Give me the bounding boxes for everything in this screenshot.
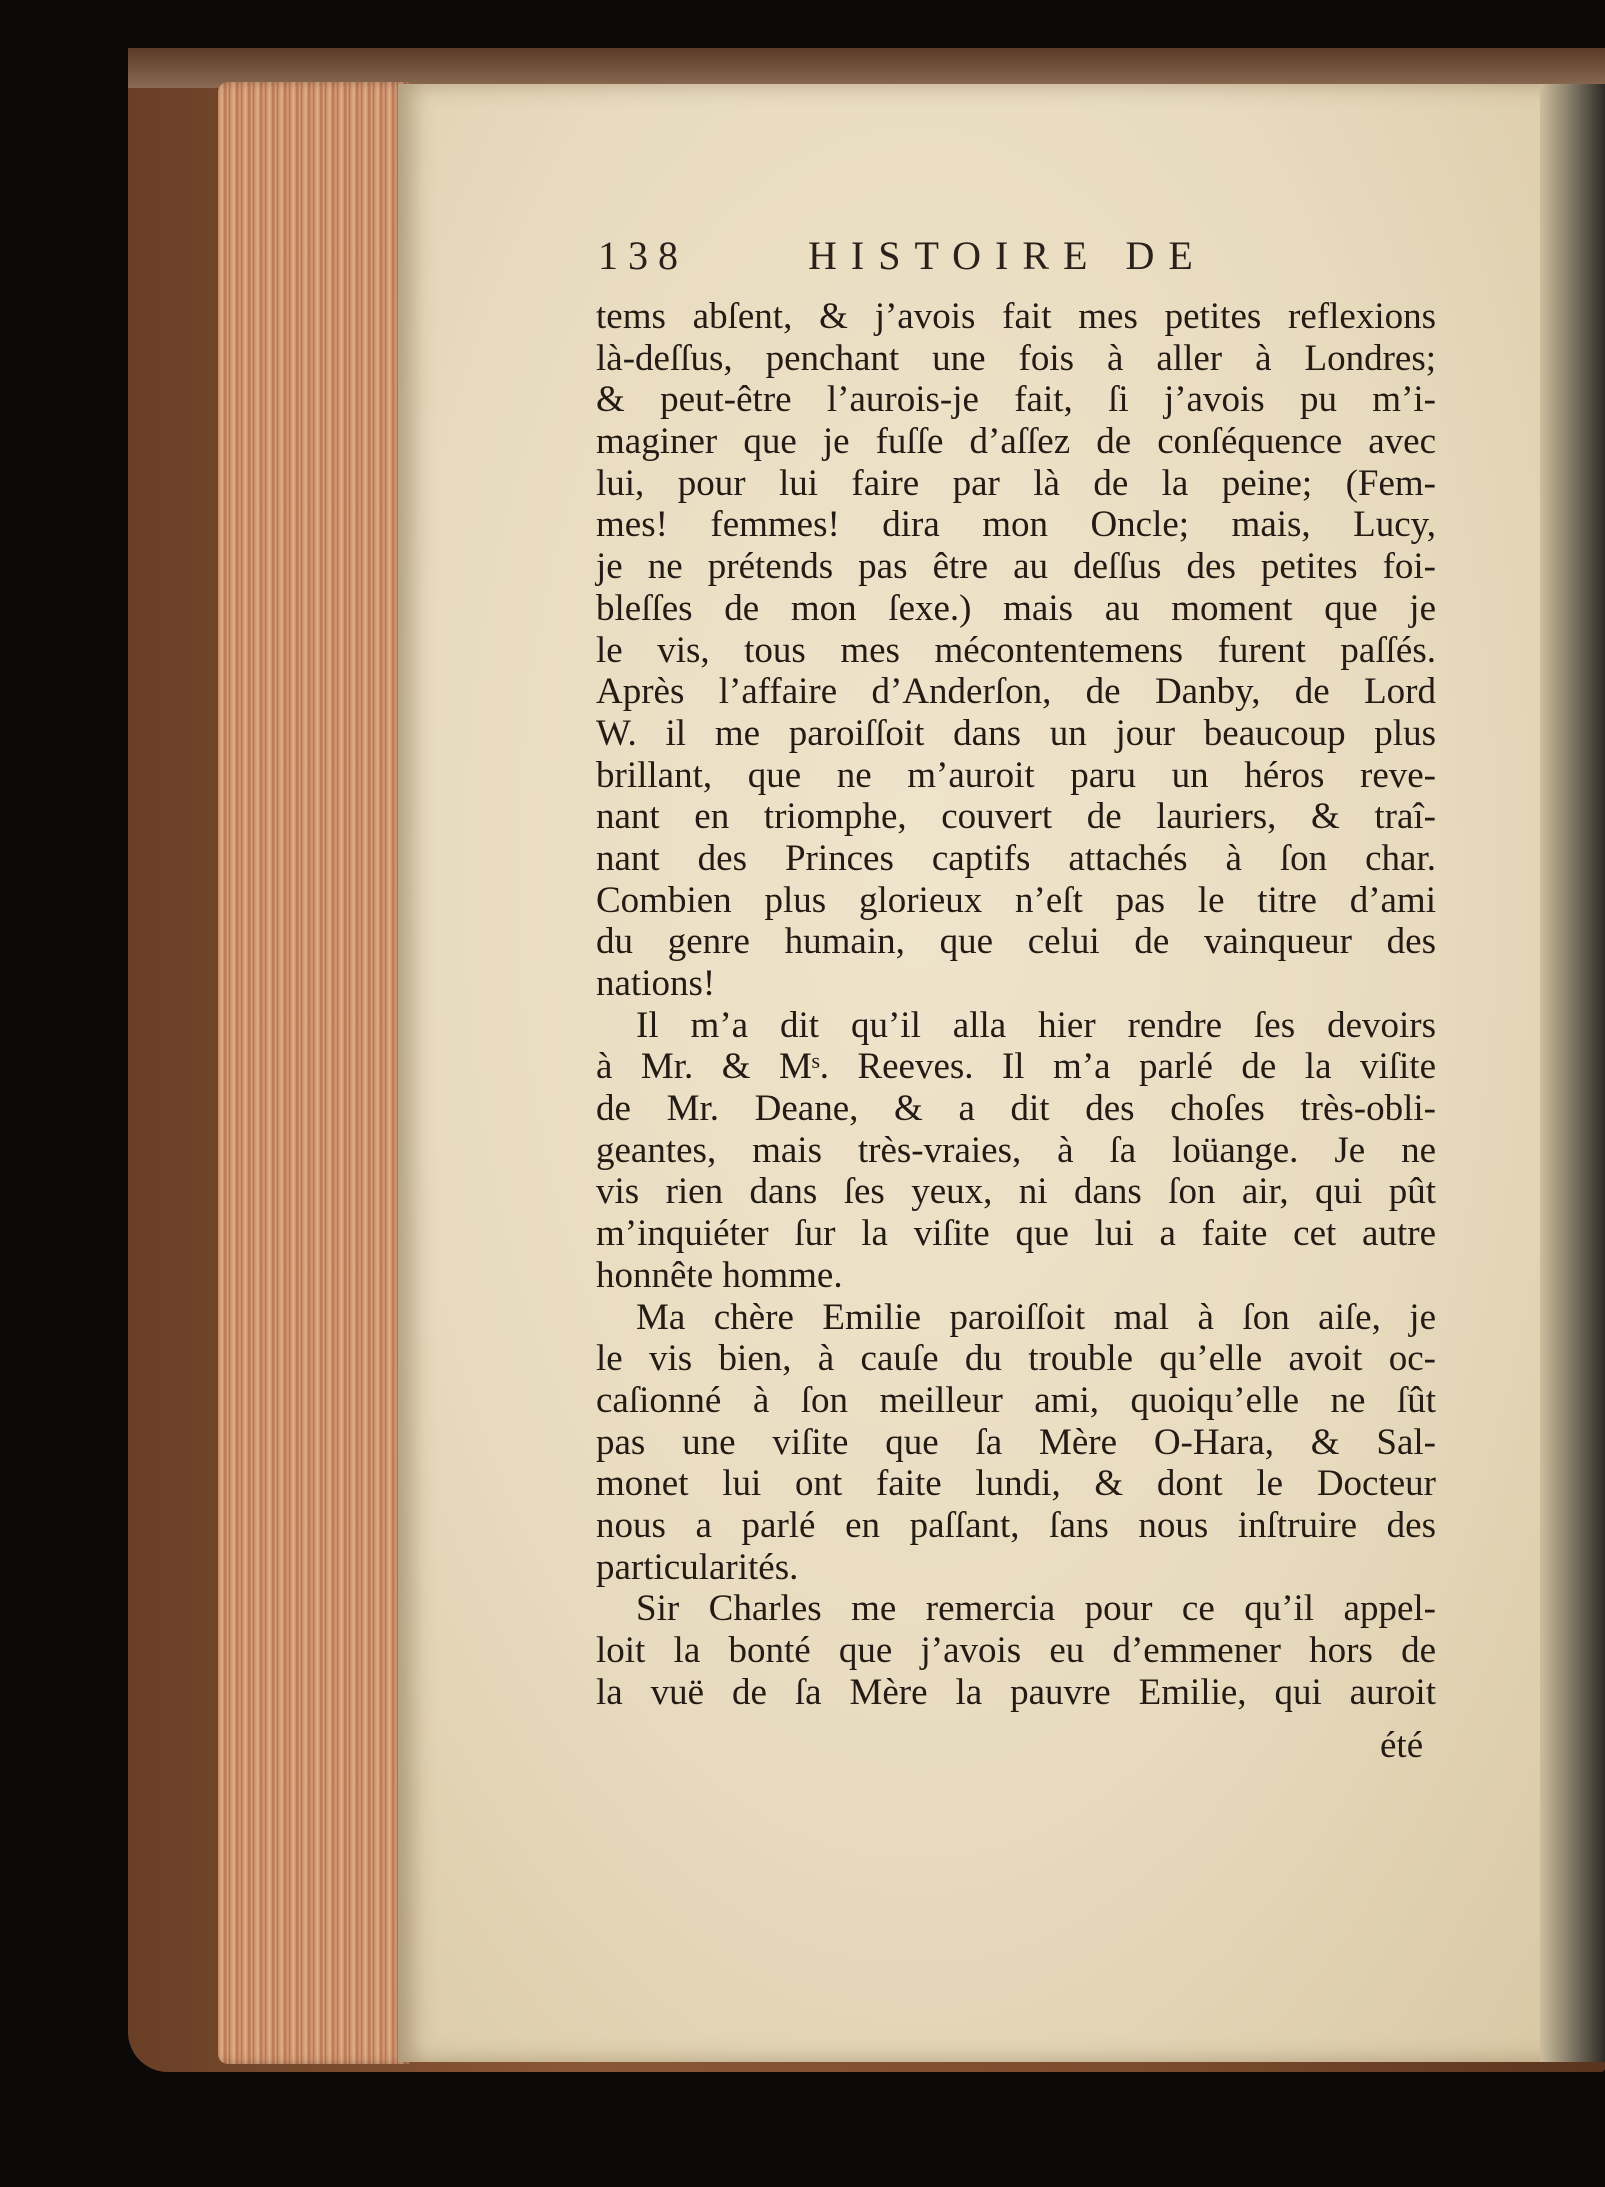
text-line: la vuë de ſa Mère la pauvre Emilie, qui auroit — [596, 1671, 1436, 1713]
text-line: le vis, tous mes mécontentemens furent paſſés. — [596, 629, 1436, 671]
text-line: maginer que je fuſſe d’aſſez de conſéquence avec — [596, 421, 1436, 463]
text-line: Ma chère Emilie paroiſſoit mal à ſon aiſe, je — [636, 1296, 1436, 1338]
page-gutter — [1540, 84, 1605, 2062]
text-line: nant des Princes captifs attachés à ſon char. — [596, 837, 1436, 879]
text-line: caſionné à ſon meilleur ami, quoiqu’elle ne ſût — [596, 1379, 1436, 1421]
text-line: de Mr. Deane, & a dit des choſes très-obli- — [596, 1088, 1436, 1130]
text-line: particularités. — [596, 1546, 799, 1588]
running-head — [598, 232, 1438, 286]
catchword: été — [1380, 1725, 1424, 1766]
text-line: nous a parlé en paſſant, ſans nous inſtruire des — [596, 1504, 1436, 1546]
text-line: nant en triomphe, couvert de lauriers, & traî- — [596, 796, 1436, 838]
text-line: geantes, mais très-vraies, à ſa loüange. Je ne — [596, 1129, 1436, 1171]
text-line: tems abſent, & j’avois fait mes petites reflexions — [596, 296, 1436, 337]
text-line: bleſſes de mon ſexe.) mais au moment que je — [596, 587, 1436, 629]
text-line: là-deſſus, penchant une fois à aller à Londres; — [596, 337, 1436, 379]
text-line: m’inquiéter ſur la viſite que lui a faite cet autre — [596, 1213, 1436, 1255]
running-title: HISTOIRE DE — [808, 233, 1207, 278]
text-line: & peut-être l’aurois-je fait, ſi j’avois pu m’i- — [596, 379, 1436, 421]
text-line: loit la bonté que j’avois eu d’emmener hors de — [596, 1630, 1436, 1671]
text-line: pas une viſite que ſa Mère O-Hara, & Sal- — [596, 1421, 1436, 1463]
text-line: vis rien dans ſes yeux, ni dans ſon air, qui pût — [596, 1171, 1436, 1213]
text-line: monet lui ont faite lundi, & dont le Docteur — [596, 1463, 1436, 1505]
text-line: lui, pour lui faire par là de la peine; (Fem- — [596, 462, 1436, 504]
body-text — [596, 296, 1436, 1713]
text-line: Il m’a dit qu’il alla hier rendre ſes devoirs — [636, 1004, 1436, 1046]
text-line: du genre humain, que celui de vainqueur des — [596, 921, 1436, 963]
text-line: Après l’affaire d’Anderſon, de Danby, de Lord — [596, 671, 1436, 713]
page-edges — [218, 82, 410, 2064]
text-line: W. il me paroiſſoit dans un jour beaucoup plus — [596, 712, 1436, 754]
text-line: Combien plus glorieux n’eſt pas le titre d’ami — [596, 879, 1436, 921]
page-number: 138 — [598, 233, 688, 278]
text-line: à Mr. & Mˢ. Reeves. Il m’a parlé de la viſite — [596, 1046, 1436, 1088]
text-line: brillant, que ne m’auroit paru un héros reve- — [596, 754, 1436, 796]
text-line: mes! femmes! dira mon Oncle; mais, Lucy, — [596, 504, 1436, 546]
text-line: nations! — [596, 963, 716, 1004]
text-line: honnête homme. — [596, 1254, 843, 1296]
text-line: Sir Charles me remercia pour ce qu’il appel- — [636, 1588, 1436, 1630]
text-line: je ne prétends pas être au deſſus des petites foi- — [596, 546, 1436, 588]
text-line: le vis bien, à cauſe du trouble qu’elle avoit oc- — [596, 1338, 1436, 1380]
